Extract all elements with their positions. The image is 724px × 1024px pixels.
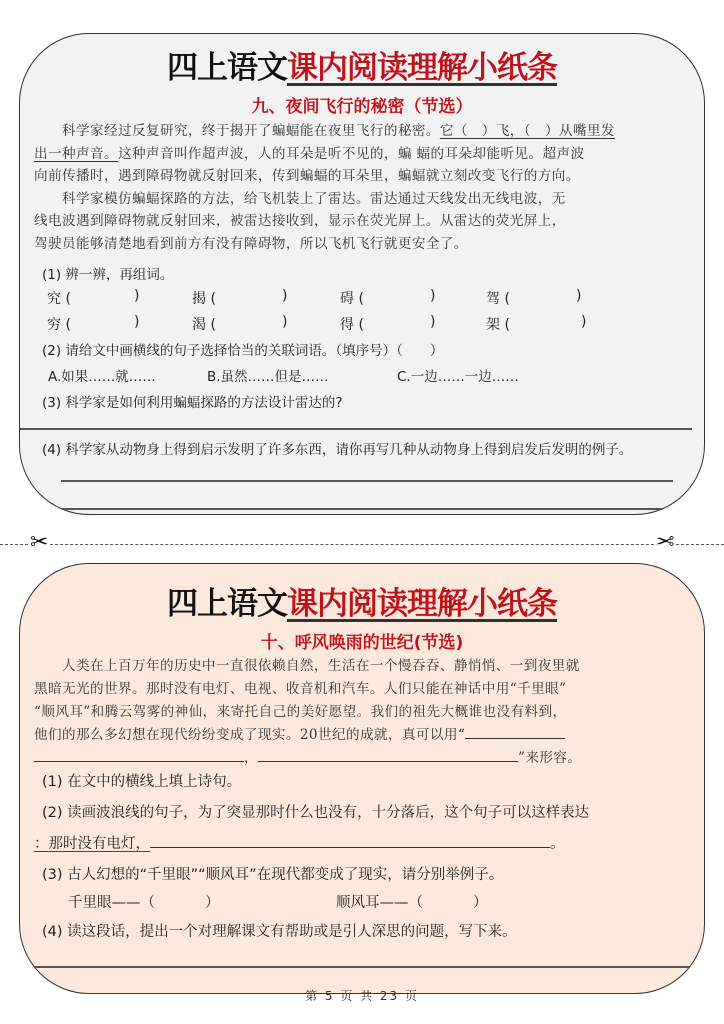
answer-line[interactable] <box>20 428 692 430</box>
passage <box>34 120 690 255</box>
qianliyan-answer: 千里眼——（ ） <box>68 895 220 911</box>
answer-line[interactable] <box>61 508 673 510</box>
passage-line: “顺风耳”和腾云驾雾的神仙，来寄托自己的美好愿望。我们的祖先大概谁也没有料到， <box>34 704 567 720</box>
passage-line: 科学家经过反复研究，终于揭开了蝙蝠能在夜里飞行的秘密。它（ ）飞，（ ）从嘴里发 <box>62 123 615 139</box>
paren-close: ) <box>576 288 582 304</box>
word-char-jia2: 架 ( <box>486 317 510 333</box>
poem-blank[interactable] <box>34 747 244 762</box>
question-4: (4) 读这段话，提出一个对理解课文有帮助或是引人深思的问题，写下来。 <box>42 924 517 940</box>
word-char-ai: 碍 ( <box>340 291 364 307</box>
passage-line: 黑暗无光的世界。那时没有电灯、电视、收音机和汽车。人们只能在神话中用“千里眼” <box>34 681 567 697</box>
word-char-ke: 渴 ( <box>192 317 216 333</box>
shunfenger-answer: 顺风耳——（ ） <box>336 895 488 911</box>
question-2: (2) 读画波浪线的句子，为了突显那时什么也没有，十分落后，这个句子可以这样表达 <box>42 805 590 821</box>
passage-line: 线电波遇到障碍物就反射回来，被雷达接收到，显示在荧光屏上。从雷达的荧光屏上， <box>34 213 566 229</box>
option-b: B.虽然……但是…… <box>207 369 329 385</box>
card-title: 四上语文课内阅读理解小纸条 <box>167 50 557 86</box>
poem-blank[interactable] <box>465 724 565 739</box>
lesson-subtitle: 九、夜间飞行的秘密（节选） <box>251 97 473 117</box>
answer-line[interactable] <box>61 480 673 482</box>
answer-blank[interactable] <box>150 833 550 848</box>
passage-line: 向前传播时，遇到障碍物就反射回来，传到蝙蝠的耳朵里，蝙蝠就立刻改变飞行的方向。 <box>34 168 580 184</box>
paren-close: ) <box>282 314 288 330</box>
question-3: (3) 古人幻想的“千里眼”“顺风耳”在现代都变成了现实，请分别举例子。 <box>42 867 504 883</box>
paren-close: ) <box>430 314 436 330</box>
cut-line <box>0 544 724 545</box>
word-char-qiong: 穷 ( <box>47 317 71 333</box>
question-2-answer: ：那时没有电灯， 。 <box>34 832 565 853</box>
scissors-icon: ✂ <box>656 530 675 555</box>
passage <box>34 655 690 770</box>
paren-close: ) <box>581 314 587 330</box>
word-char-jiu: 究 ( <box>47 291 71 307</box>
passage-line: 他们的那么多幻想在现代纷纷变成了现实。20世纪的成就，真可以用“ <box>34 724 690 747</box>
lesson-subtitle: 十、呼风唤雨的世纪(节选) <box>260 633 464 653</box>
question-1: (1) 在文中的横线上填上诗句。 <box>42 774 242 790</box>
passage-line: 人类在上百万年的历史中一直很依赖自然，生活在一个慢吞吞、静悄悄、一到夜里就 <box>62 658 580 674</box>
poem-blank[interactable] <box>258 747 518 762</box>
passage-line: 出一种声音。这种声音叫作超声波，人的耳朵是听不见的，蝙 蝠的耳朵却能听见。超声波 <box>34 145 585 162</box>
card-title: 四上语文课内阅读理解小纸条 <box>167 586 557 622</box>
reading-card-2 <box>19 563 705 994</box>
answer-line[interactable] <box>34 966 705 968</box>
option-a: A.如果……就…… <box>48 369 156 385</box>
word-char-jie: 揭 ( <box>192 291 216 307</box>
reading-card-1 <box>19 33 705 515</box>
page-number: 第 5 页 共 23 页 <box>305 989 419 1003</box>
question-1: (1) 辨一辨，再组词。 <box>42 267 174 283</box>
paren-close: ) <box>430 288 436 304</box>
word-char-de: 得 ( <box>340 317 364 333</box>
word-char-jia: 驾 ( <box>486 291 510 307</box>
paren-close: ) <box>282 288 288 304</box>
question-4: (4) 科学家从动物身上得到启示发明了许多东西，请你再写几种从动物身上得到启发后发明的例子。 <box>42 442 633 458</box>
passage-line: 驾驶员能够清楚地看到前方有没有障碍物，所以飞机飞行就更安全了。 <box>34 235 468 252</box>
paren-close: ) <box>134 288 140 304</box>
question-2: (2) 请给文中画横线的句子选择恰当的关联词语。（填序号）（ ） <box>42 343 444 359</box>
passage-line: 科学家模仿蝙蝠探路的方法，给飞机装上了雷达。雷达通过天线发出无线电波，无 <box>62 190 566 207</box>
question-3: (3) 科学家是如何利用蝙蝠探路的方法设计雷达的? <box>42 395 343 411</box>
passage-line: ， ”来形容。 <box>34 747 690 770</box>
scissors-icon: ✂ <box>30 530 49 555</box>
option-c: C.一边……一边…… <box>397 369 519 385</box>
paren-close: ) <box>134 314 140 330</box>
